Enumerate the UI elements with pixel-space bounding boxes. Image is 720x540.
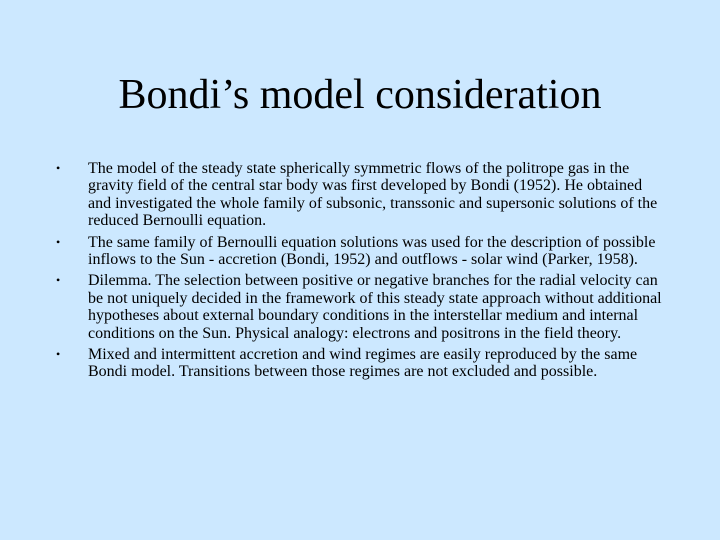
bullet-text: Mixed and intermittent accretion and wind regimes are easily reproduced by the same Bondi model. Transitions between those regimes are not excluded and possible. <box>88 346 638 381</box>
bullet-icon: • <box>56 161 61 175</box>
bullet-item <box>56 346 666 381</box>
slide-title: Bondi’s model consideration <box>118 72 602 118</box>
bullet-icon: • <box>56 347 61 362</box>
bullet-icon: • <box>56 273 61 288</box>
bullet-item <box>56 272 666 342</box>
bullet-item <box>56 160 666 230</box>
bullet-text: The same family of Bernoulli equation solutions was used for the description of possible inflows to the Sun - accretion (Bondi, 1952) and outflows - solar wind (Parker, 1958). <box>88 233 656 269</box>
bullet-list <box>56 160 666 385</box>
bullet-text: Dilemma. The selection between positive or negative branches for the radial velocity can be not uniquely decided in the framework of this steady state approach without additional hypotheses about external boundary conditions in the interstellar medium and internal conditions on the Sun. Physical analogy: electrons and positrons in the field theory. <box>88 272 662 342</box>
bullet-text: The model of the steady state spherically symmetric flows of the politrope gas in the gravity field of the central star body was first developed by Bondi (1952). He obtained and investigated the whole family of subsonic, transsonic and supersonic solutions of the reduced Bernoulli equation. <box>88 160 658 230</box>
bullet-item <box>56 234 666 269</box>
bullet-icon: • <box>56 234 61 249</box>
